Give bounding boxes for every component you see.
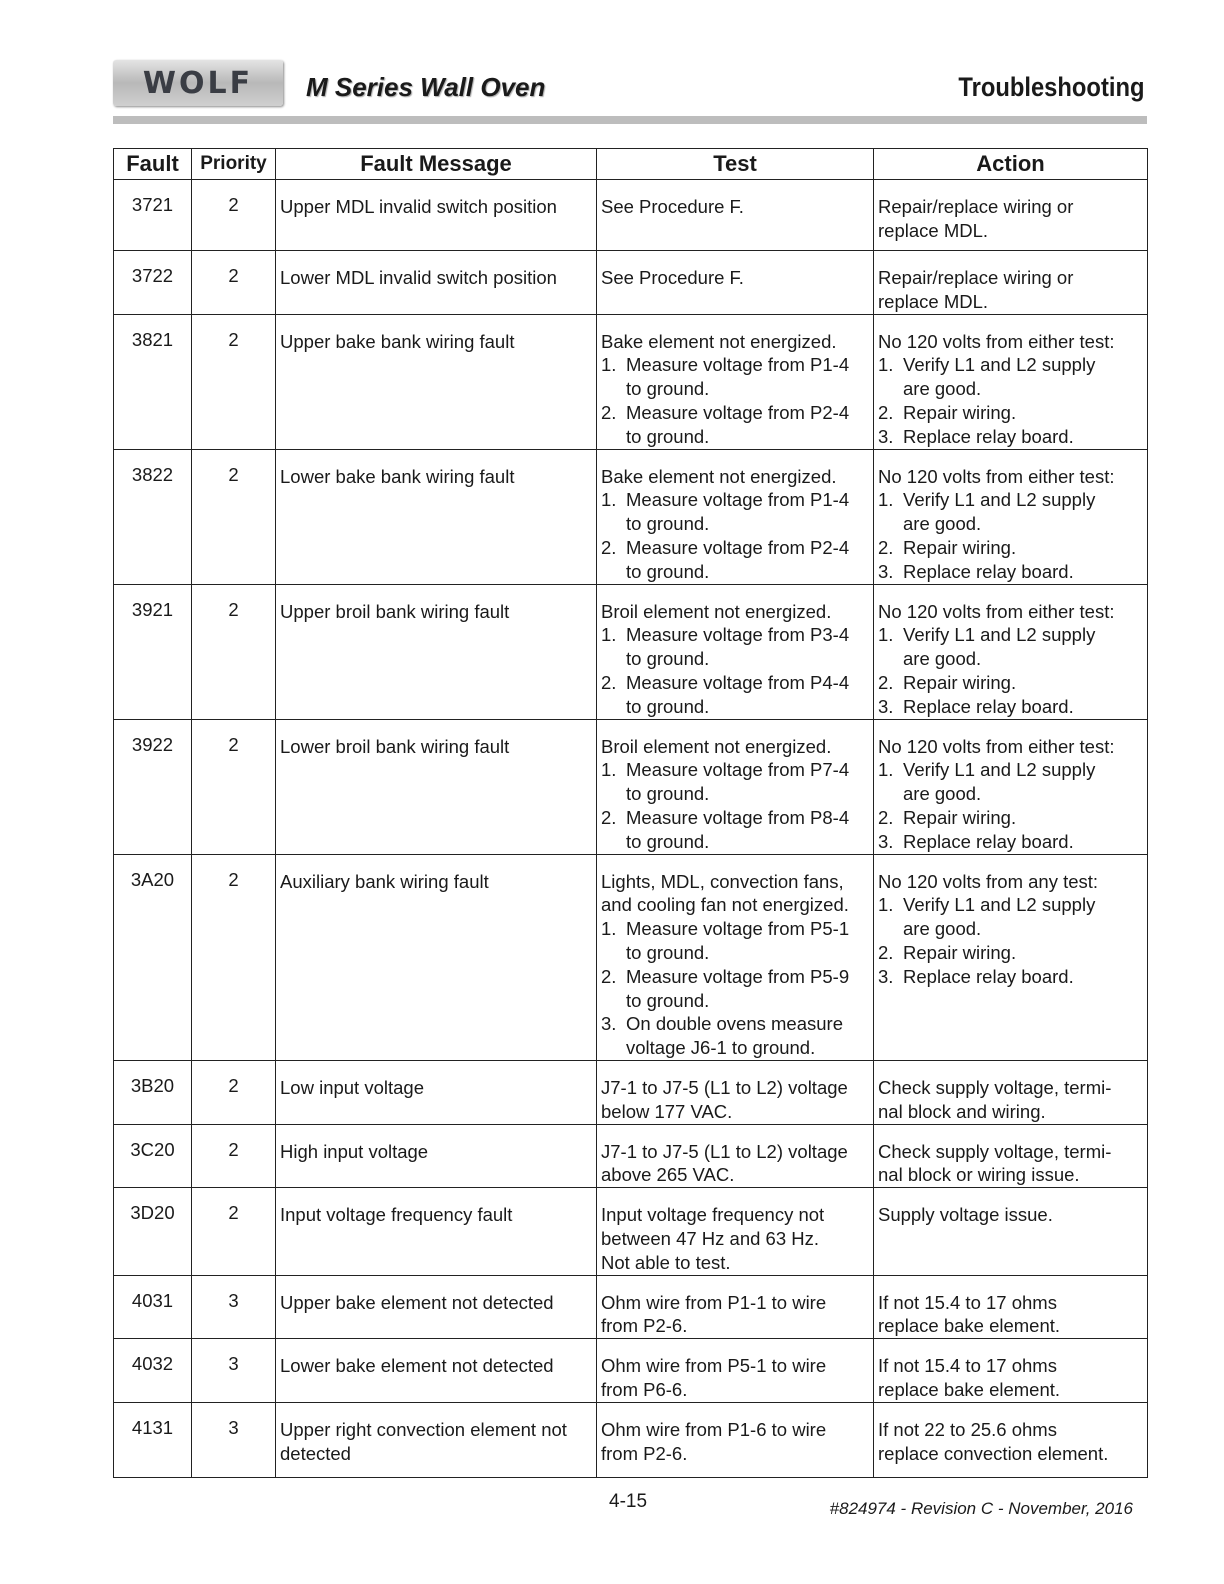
step-text [626, 488, 849, 536]
document-title: M Series Wall Oven [306, 72, 546, 102]
step-text [626, 623, 849, 671]
list-step [601, 758, 869, 806]
test-cell [597, 1060, 874, 1124]
table-row [114, 1402, 1148, 1477]
text-line: Replace relay board. [903, 560, 1074, 582]
table-row [114, 251, 1148, 315]
table-header-row [114, 149, 1148, 180]
text-line: are good. [903, 513, 982, 535]
text-line: and cooling fan not energized. [601, 894, 849, 916]
fault-message [276, 1275, 597, 1339]
step-text [903, 965, 1074, 989]
text-line: Repair wiring. [903, 806, 1017, 828]
test-cell [597, 1188, 874, 1275]
text-line: replace MDL. [878, 219, 989, 241]
text-line: are good. [903, 378, 982, 400]
list-step [878, 425, 1143, 449]
step-text [903, 488, 1095, 536]
text-line: Measure voltage from P2-4 [626, 536, 850, 558]
step-number: 3. [878, 965, 894, 987]
text-line: Ohm wire from P1-6 to wire [601, 1418, 827, 1440]
table-row [114, 854, 1148, 1060]
page-number: 4-15 [609, 1491, 648, 1512]
step-text [903, 560, 1074, 584]
list-step [878, 560, 1143, 584]
table-row [114, 180, 1148, 251]
step-number: 1. [878, 759, 894, 781]
list-step [878, 758, 1143, 806]
action-cell [874, 314, 1148, 449]
step-text [626, 536, 849, 584]
step-text [626, 671, 849, 719]
test-cell [597, 449, 874, 584]
text-line: High input voltage [280, 1140, 429, 1162]
test-cell [597, 1124, 874, 1188]
fault-code-table [113, 148, 1148, 1478]
list-step [878, 941, 1143, 965]
fault-message [276, 1188, 597, 1275]
text-line: Replace relay board. [903, 830, 1074, 852]
list-step [878, 623, 1143, 671]
fault-message [276, 1402, 597, 1477]
text-line: Measure voltage from P1-4 [626, 489, 850, 511]
fault-message [276, 180, 597, 251]
step-text [626, 1012, 843, 1060]
fault-code: 4131 [114, 1402, 192, 1477]
priority: 2 [192, 1124, 276, 1188]
step-number: 3. [878, 425, 894, 447]
priority: 2 [192, 719, 276, 854]
step-number: 1. [878, 489, 894, 511]
text-line: Measure voltage from P4-4 [626, 671, 850, 693]
step-text [903, 401, 1016, 425]
step-text [903, 353, 1095, 401]
text-line: to ground. [626, 941, 710, 963]
fault-message [276, 251, 597, 315]
step-text [626, 401, 849, 449]
text-line: Upper right convection element not [280, 1418, 567, 1440]
text-line: If not 22 to 25.6 ohms [878, 1418, 1057, 1440]
text-line: Measure voltage from P2-4 [626, 401, 850, 423]
text-line: Broil element not energized. [601, 735, 832, 757]
step-number: 2. [601, 965, 617, 987]
text-line: to ground. [626, 830, 710, 852]
text-line: are good. [903, 783, 982, 805]
test-cell [597, 584, 874, 719]
text-line: Repair/replace wiring or [878, 196, 1074, 217]
text-line: Upper bake element not detected [280, 1291, 554, 1313]
text-line: Repair wiring. [903, 671, 1017, 693]
step-text [903, 830, 1074, 854]
test-cell [597, 314, 874, 449]
priority: 3 [192, 1275, 276, 1339]
step-text [626, 917, 849, 965]
priority: 3 [192, 1402, 276, 1477]
priority: 2 [192, 449, 276, 584]
table-row [114, 1275, 1148, 1339]
text-line: replace bake element. [878, 1315, 1061, 1337]
step-number: 1. [601, 489, 617, 511]
text-line: Replace relay board. [903, 965, 1074, 987]
fault-code: 3722 [114, 251, 192, 315]
text-line: No 120 volts from either test: [878, 735, 1115, 757]
text-line: Verify L1 and L2 supply [903, 759, 1096, 781]
step-text [626, 758, 849, 806]
text-line: If not 15.4 to 17 ohms [878, 1355, 1057, 1377]
priority: 2 [192, 854, 276, 1060]
text-line: Not able to test. [601, 1251, 731, 1273]
text-line: See Procedure F. [601, 267, 744, 288]
text-line: If not 15.4 to 17 ohms [878, 1291, 1057, 1313]
text-line: voltage J6-1 to ground. [626, 1037, 816, 1059]
action-cell [874, 449, 1148, 584]
text-line: Bake element not energized. [601, 465, 837, 487]
fault-message [276, 1124, 597, 1188]
fault-message [276, 854, 597, 1060]
fault-code: 4032 [114, 1339, 192, 1403]
text-line: Repair wiring. [903, 941, 1017, 963]
text-line: No 120 volts from any test: [878, 870, 1099, 892]
text-line: Supply voltage issue. [878, 1204, 1053, 1226]
text-line: Verify L1 and L2 supply [903, 624, 1096, 646]
step-number: 2. [878, 806, 894, 828]
text-line: nal block and wiring. [878, 1100, 1046, 1122]
action-cell [874, 251, 1148, 315]
text-line: Replace relay board. [903, 425, 1074, 447]
fault-message [276, 1339, 597, 1403]
step-number: 3. [601, 1013, 617, 1035]
text-line: Replace relay board. [903, 695, 1074, 717]
action-cell [874, 584, 1148, 719]
fault-message [276, 584, 597, 719]
text-line: Verify L1 and L2 supply [903, 894, 1096, 916]
step-text [903, 695, 1074, 719]
text-line: No 120 volts from either test: [878, 465, 1115, 487]
list-step [878, 965, 1143, 989]
header-fault-message: Fault Message [276, 149, 597, 180]
list-step [878, 671, 1143, 695]
text-line: to ground. [626, 425, 710, 447]
text-line: detected [280, 1442, 351, 1464]
list-step [878, 536, 1143, 560]
step-text [903, 941, 1016, 965]
priority: 2 [192, 180, 276, 251]
text-line: nal block or wiring issue. [878, 1164, 1080, 1186]
step-text [626, 965, 849, 1013]
action-cell [874, 1339, 1148, 1403]
step-number: 2. [601, 536, 617, 558]
list-step [601, 353, 869, 401]
text-line: replace convection element. [878, 1442, 1109, 1464]
text-line: See Procedure F. [601, 196, 744, 217]
text-line: from P2-6. [601, 1442, 688, 1464]
text-line: Input voltage frequency not [601, 1204, 825, 1226]
text-line: replace MDL. [878, 290, 989, 312]
text-line: Low input voltage [280, 1076, 424, 1098]
text-line: Verify L1 and L2 supply [903, 354, 1096, 376]
step-number: 3. [878, 695, 894, 717]
step-number: 3. [878, 560, 894, 582]
text-line: Lower MDL invalid switch position [280, 267, 557, 288]
list-step [601, 1012, 869, 1060]
text-line: Auxiliary bank wiring fault [280, 870, 489, 892]
text-line: to ground. [626, 378, 710, 400]
step-text [903, 893, 1095, 941]
action-cell [874, 180, 1148, 251]
step-text [903, 536, 1016, 560]
text-line: Repair wiring. [903, 536, 1017, 558]
list-step [601, 965, 869, 1013]
list-step [601, 623, 869, 671]
text-line: Measure voltage from P5-1 [626, 918, 850, 940]
text-line: On double ovens measure [626, 1013, 843, 1035]
text-line: No 120 volts from either test: [878, 600, 1115, 622]
action-cell [874, 1188, 1148, 1275]
priority: 2 [192, 251, 276, 315]
test-cell [597, 854, 874, 1060]
step-number: 1. [601, 624, 617, 646]
header-test: Test [597, 149, 874, 180]
text-line: Input voltage frequency fault [280, 1204, 513, 1226]
test-cell [597, 1339, 874, 1403]
text-line: Lower bake element not detected [280, 1355, 554, 1377]
step-text [903, 425, 1074, 449]
step-number: 1. [601, 759, 617, 781]
text-line: Upper bake bank wiring fault [280, 330, 515, 352]
priority: 2 [192, 584, 276, 719]
step-text [626, 806, 849, 854]
text-line: are good. [903, 648, 982, 670]
text-line: below 177 VAC. [601, 1100, 733, 1122]
fault-message [276, 314, 597, 449]
table-row [114, 314, 1148, 449]
text-line: Upper MDL invalid switch position [280, 196, 557, 217]
step-number: 1. [878, 354, 894, 376]
wolf-logo [113, 60, 283, 106]
text-line: Lights, MDL, convection fans, [601, 870, 844, 892]
header-action: Action [874, 149, 1148, 180]
step-text [903, 806, 1016, 830]
fault-code: 3B20 [114, 1060, 192, 1124]
text-line: Measure voltage from P8-4 [626, 806, 850, 828]
action-cell [874, 1060, 1148, 1124]
text-line: to ground. [626, 648, 710, 670]
text-line: Upper broil bank wiring fault [280, 600, 510, 622]
text-line: Repair wiring. [903, 401, 1017, 423]
text-line: to ground. [626, 989, 710, 1011]
fault-code: 3922 [114, 719, 192, 854]
text-line: to ground. [626, 560, 710, 582]
step-number: 1. [878, 624, 894, 646]
text-line: Bake element not energized. [601, 330, 837, 352]
text-line: to ground. [626, 783, 710, 805]
step-number: 1. [601, 354, 617, 376]
fault-code: 3921 [114, 584, 192, 719]
fault-message [276, 449, 597, 584]
action-cell [874, 1124, 1148, 1188]
step-number: 1. [601, 918, 617, 940]
list-step [878, 488, 1143, 536]
text-line: Ohm wire from P5-1 to wire [601, 1355, 827, 1377]
text-line: Check supply voltage, termi- [878, 1140, 1112, 1162]
table-row [114, 1339, 1148, 1403]
text-line: No 120 volts from either test: [878, 330, 1115, 352]
fault-code: 3822 [114, 449, 192, 584]
step-number: 2. [601, 401, 617, 423]
test-cell [597, 180, 874, 251]
table-row [114, 584, 1148, 719]
step-text [903, 623, 1095, 671]
text-line: Repair/replace wiring or [878, 267, 1074, 288]
text-line: Ohm wire from P1-1 to wire [601, 1291, 827, 1313]
table-row [114, 449, 1148, 584]
test-cell [597, 1402, 874, 1477]
text-line: Measure voltage from P3-4 [626, 624, 850, 646]
text-line: Verify L1 and L2 supply [903, 489, 1096, 511]
fault-code: 3721 [114, 180, 192, 251]
test-cell [597, 1275, 874, 1339]
step-number: 2. [878, 671, 894, 693]
text-line: Measure voltage from P1-4 [626, 354, 850, 376]
header-rule [113, 116, 1147, 124]
step-number: 2. [878, 536, 894, 558]
priority: 2 [192, 1188, 276, 1275]
action-cell [874, 1402, 1148, 1477]
document-reference: #824974 - Revision C - November, 2016 [829, 1499, 1133, 1518]
list-step [878, 401, 1143, 425]
step-number: 2. [878, 941, 894, 963]
fault-code: 3A20 [114, 854, 192, 1060]
text-line: from P2-6. [601, 1315, 688, 1337]
list-step [878, 353, 1143, 401]
list-step [601, 488, 869, 536]
text-line: Check supply voltage, termi- [878, 1076, 1112, 1098]
fault-code: 3821 [114, 314, 192, 449]
action-cell [874, 854, 1148, 1060]
step-number: 2. [601, 806, 617, 828]
text-line: J7-1 to J7-5 (L1 to L2) voltage [601, 1076, 848, 1098]
text-line: replace bake element. [878, 1378, 1061, 1400]
step-number: 3. [878, 830, 894, 852]
text-line: Lower bake bank wiring fault [280, 465, 515, 487]
test-cell [597, 251, 874, 315]
step-number: 1. [878, 894, 894, 916]
list-step [601, 536, 869, 584]
table-row [114, 1188, 1148, 1275]
text-line: J7-1 to J7-5 (L1 to L2) voltage [601, 1140, 848, 1162]
table-row [114, 719, 1148, 854]
text-line: to ground. [626, 513, 710, 535]
text-line: are good. [903, 918, 982, 940]
step-text [903, 671, 1016, 695]
header-fault: Fault [114, 149, 192, 180]
section-title: Troubleshooting [957, 72, 1144, 102]
step-text [626, 353, 849, 401]
list-step [878, 806, 1143, 830]
fault-message [276, 719, 597, 854]
step-text [903, 758, 1095, 806]
fault-code: 4031 [114, 1275, 192, 1339]
list-step [878, 830, 1143, 854]
table-row [114, 1124, 1148, 1188]
test-cell [597, 719, 874, 854]
text-line: Measure voltage from P7-4 [626, 759, 850, 781]
list-step [601, 401, 869, 449]
text-line: Measure voltage from P5-9 [626, 965, 850, 987]
header-priority: Priority [192, 149, 276, 180]
fault-code: 3D20 [114, 1188, 192, 1275]
list-step [601, 917, 869, 965]
priority: 2 [192, 314, 276, 449]
table-row [114, 1060, 1148, 1124]
text-line: to ground. [626, 695, 710, 717]
list-step [601, 806, 869, 854]
text-line: above 265 VAC. [601, 1164, 735, 1186]
fault-code: 3C20 [114, 1124, 192, 1188]
text-line: from P6-6. [601, 1378, 688, 1400]
step-number: 2. [878, 401, 894, 423]
text-line: between 47 Hz and 63 Hz. [601, 1227, 820, 1249]
fault-message [276, 1060, 597, 1124]
list-step [878, 893, 1143, 941]
action-cell [874, 719, 1148, 854]
text-line: Broil element not energized. [601, 600, 832, 622]
priority: 3 [192, 1339, 276, 1403]
text-line: Lower broil bank wiring fault [280, 735, 510, 757]
priority: 2 [192, 1060, 276, 1124]
action-cell [874, 1275, 1148, 1339]
list-step [878, 695, 1143, 719]
step-number: 2. [601, 671, 617, 693]
logo-text: WOLF [142, 65, 254, 101]
list-step [601, 671, 869, 719]
